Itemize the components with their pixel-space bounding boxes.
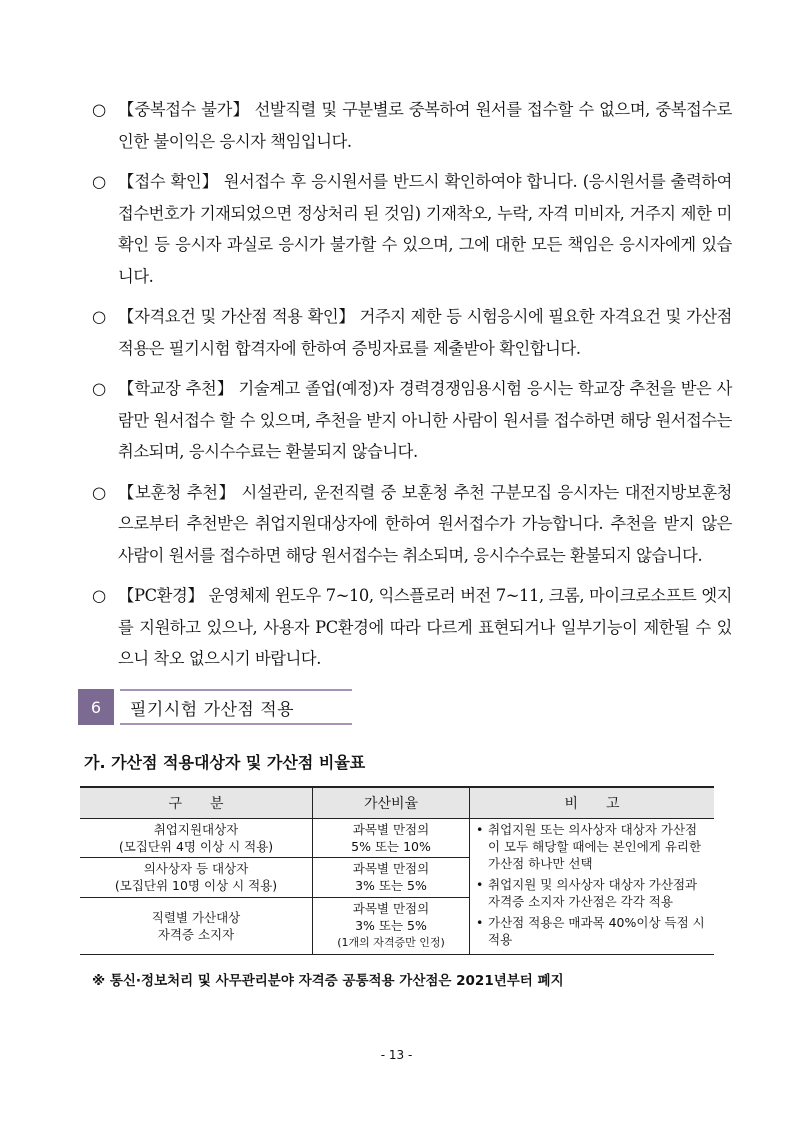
rate-line: 3% 또는 5% <box>355 878 427 894</box>
rate-line: 5% 또는 10% <box>351 839 431 855</box>
header-category: 구 분 <box>80 787 313 819</box>
remark-text: 가산점 적용은 매과목 40%이상 득점 시 적용 <box>488 915 705 947</box>
bullet-item <box>92 94 732 157</box>
footnote: ※ 통신·정보처리 및 사무관리분야 자격증 공통적용 가산점은 2021년부터 폐지 <box>92 973 564 989</box>
rate-line: 과목별 만점의 <box>352 822 430 838</box>
remark-text: 취업지원 및 의사상자 대상자 가산점과 자격증 소지자 가산점은 각각 적용 <box>488 877 698 909</box>
category-line: 자격증 소지자 <box>157 926 235 942</box>
rate-cell <box>313 897 470 954</box>
remark-text: 취업지원 또는 의사상자 대상자 가산점이 모두 해당할 때에는 본인에게 유리한 가산점 하나만 선택 <box>488 822 702 871</box>
remark-item <box>476 876 708 910</box>
section-title: 필기시험 가산점 적용 <box>120 689 352 725</box>
bullet-item <box>92 166 732 292</box>
category-line: (모집단위 10명 이상 시 적용) <box>114 878 278 894</box>
section-number: 6 <box>78 689 114 725</box>
category-line: 직렬별 가산대상 <box>151 909 241 925</box>
bullet-item <box>92 580 732 675</box>
bullet-text: 【보훈청 추천】 시설관리, 운전직렬 중 보훈청 추천 구분모집 응시자는 대전지방보훈청으로부터 추천받은 취업지원대상자에 한하여 원서접수가 가능합니다. 추천을 받지 않은 사람이 원서를 접수하면 해당 원서접수는 취소되며, 응시수수료는 환불되지 않습니다. <box>118 482 732 565</box>
rate-cell <box>313 858 470 897</box>
page-number: - 13 - <box>380 1048 413 1062</box>
section-heading <box>78 689 352 725</box>
remarks-cell <box>470 819 715 955</box>
rate-cell <box>313 819 470 858</box>
rate-line: 과목별 만점의 <box>352 901 430 917</box>
subsection-title: 가. 가산점 적용대상자 및 가산점 비율표 <box>84 753 366 772</box>
circle-bullet-icon: ○ <box>92 307 106 326</box>
dot-bullet-icon: • <box>476 915 484 930</box>
bullet-text: 【학교장 추천】 기술계고 졸업(예정)자 경력경쟁임용시험 응시는 학교장 추천을 받은 사람만 원서접수 할 수 있으며, 추천을 받지 아니한 사람이 원서를 접수하면 해당 원서접수는 취소되며, 응시수수료는 환불되지 않습니다. <box>118 379 732 461</box>
header-rate: 가산비율 <box>313 787 470 819</box>
category-cell <box>80 819 313 858</box>
rate-line: 과목별 만점의 <box>352 861 430 877</box>
bullet-text: 【접수 확인】 원서접수 후 응시원서를 반드시 확인하여야 합니다. (응시원서를 출력하여 접수번호가 기재되었으면 정상처리 된 것임) 기재착오, 누락, 자격 미비자, 거주지 제한 미확인 등 응시자 과실로 응시가 불가할 수 있으며, 그에 대한 모든 책임은 응시자에게 있습니다. <box>118 172 732 286</box>
bullet-text: 【자격요건 및 가산점 적용 확인】 거주지 제한 등 시험응시에 필요한 자격요건 및 가산점 적용은 필기시험 합격자에 한하여 증빙자료를 제출받아 확인합니다. <box>118 307 732 358</box>
dot-bullet-icon: • <box>476 877 484 892</box>
bullet-item <box>92 373 732 468</box>
remark-item <box>476 821 708 872</box>
category-cell <box>80 858 313 897</box>
circle-bullet-icon: ○ <box>92 172 106 191</box>
circle-bullet-icon: ○ <box>92 100 106 119</box>
header-remarks: 비 고 <box>470 787 715 819</box>
remark-item <box>476 914 708 948</box>
bullet-list <box>92 94 732 684</box>
table-header-row <box>80 787 714 819</box>
rate-line: 3% 또는 5% <box>355 918 427 934</box>
category-line: (모집단위 4명 이상 시 적용) <box>118 839 274 855</box>
bullet-text: 【중복접수 불가】 선발직렬 및 구분별로 중복하여 원서를 접수할 수 없으며, 중복접수로 인한 불이익은 응시자 책임입니다. <box>118 100 732 151</box>
category-cell <box>80 897 313 954</box>
category-line: 의사상자 등 대상자 <box>143 861 249 877</box>
bullet-item <box>92 477 732 572</box>
circle-bullet-icon: ○ <box>92 379 106 398</box>
category-line: 취업지원대상자 <box>153 822 239 838</box>
dot-bullet-icon: • <box>476 822 484 837</box>
rate-note: (1개의 자격증만 인정) <box>337 936 445 950</box>
table-row <box>80 819 714 858</box>
circle-bullet-icon: ○ <box>92 482 106 502</box>
bullet-text: 【PC환경】 운영체제 윈도우 7~10, 익스플로러 버전 7~11, 크롬, 마이크로소프트 엣지를 지원하고 있으나, 사용자 PC환경에 따라 다르게 표현되거나 일부기능이 제한될 수 있으니 착오 없으시기 바랍니다. <box>118 586 732 668</box>
bullet-item <box>92 301 732 364</box>
circle-bullet-icon: ○ <box>92 586 106 605</box>
bonus-rate-table <box>80 786 714 955</box>
